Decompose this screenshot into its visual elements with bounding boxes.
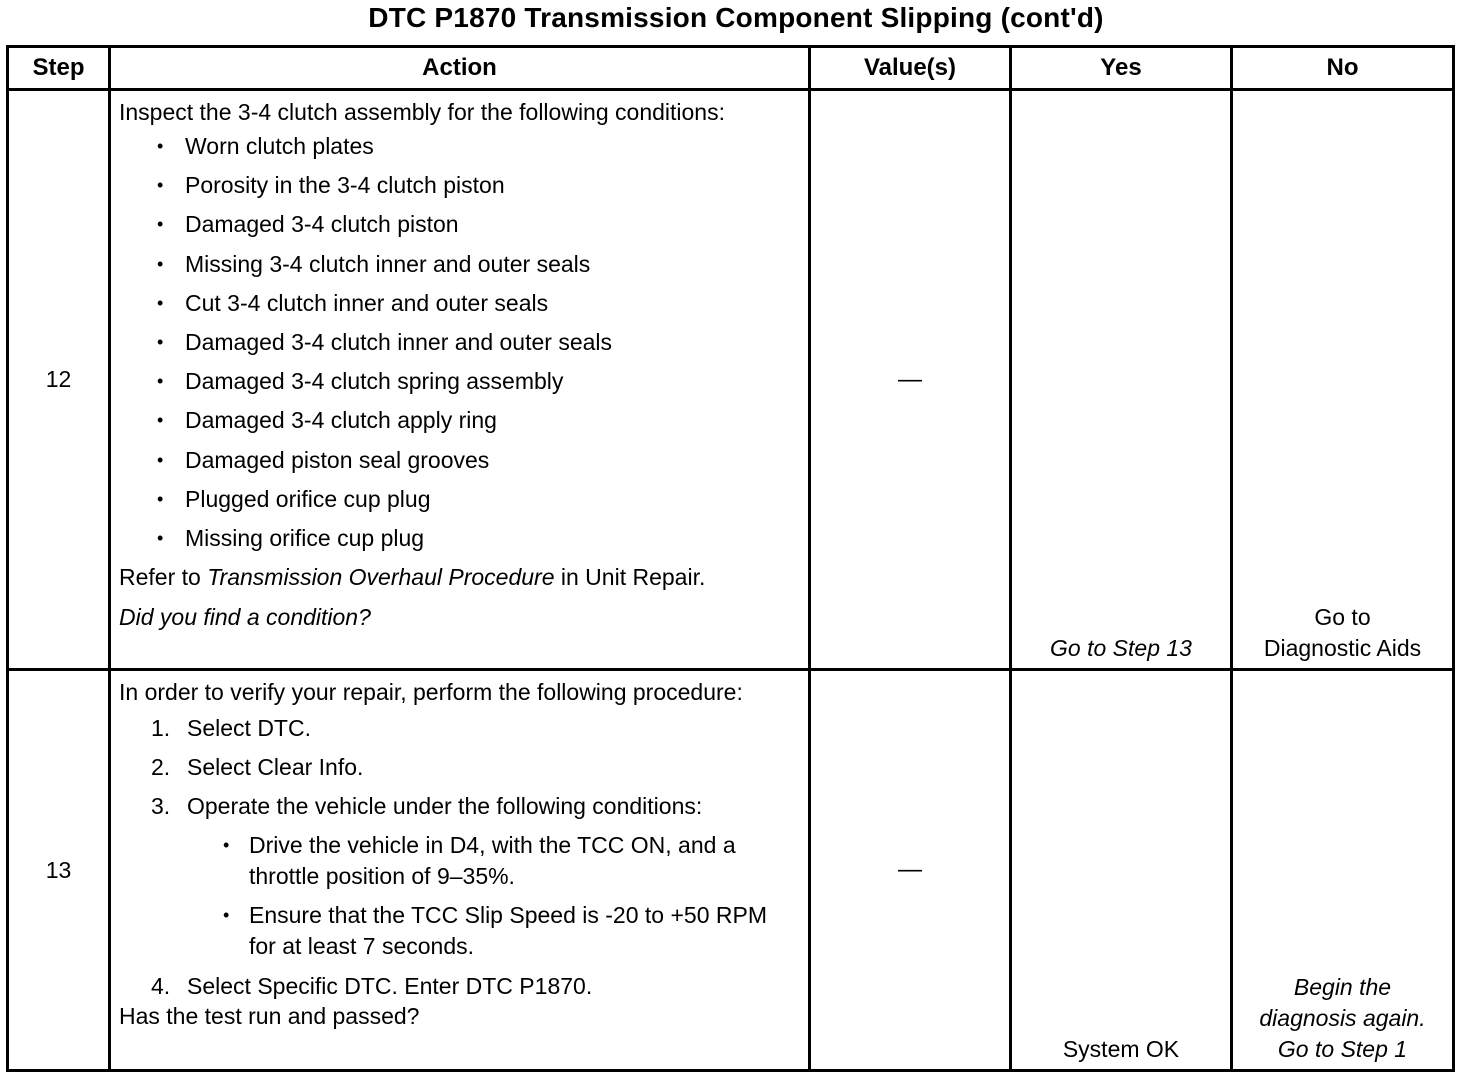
no-line: Go to bbox=[1314, 604, 1371, 630]
reference-line bbox=[119, 562, 800, 602]
question-italic: Did you find a condition? bbox=[119, 604, 371, 631]
yes-link: Go to Step 13 bbox=[1050, 635, 1192, 661]
list-item: • Damaged 3-4 clutch inner and outer seals bbox=[157, 327, 800, 366]
table-row bbox=[8, 670, 1454, 1071]
list-item bbox=[151, 713, 800, 743]
header-yes: Yes bbox=[1011, 47, 1232, 90]
header-row bbox=[8, 47, 1454, 90]
header-step: Step bbox=[8, 47, 110, 90]
procedure-list bbox=[119, 713, 800, 1001]
yes-cell bbox=[1011, 90, 1232, 670]
list-item: • Porosity in the 3-4 clutch piston bbox=[157, 170, 800, 209]
list-item: • Missing 3-4 clutch inner and outer seals bbox=[157, 249, 800, 288]
step-number: 13 bbox=[8, 670, 110, 1071]
list-item: • Worn clutch plates bbox=[157, 131, 800, 170]
list-item: • Missing orifice cup plug bbox=[157, 523, 800, 562]
list-item: • Damaged 3-4 clutch spring assembly bbox=[157, 366, 800, 405]
header-no: No bbox=[1232, 47, 1454, 90]
list-item: • Damaged 3-4 clutch apply ring bbox=[157, 405, 800, 444]
no-line-text: Begin the bbox=[1293, 974, 1392, 1000]
list-item: • Drive the vehicle in D4, with the TCC ON, and a throttle position of 9–35%. bbox=[223, 830, 800, 892]
value-cell: — bbox=[810, 90, 1011, 670]
action-cell bbox=[110, 670, 810, 1071]
no-line-text: diagnosis again. bbox=[1259, 1005, 1426, 1031]
no-line bbox=[1233, 1034, 1452, 1065]
value-cell: — bbox=[810, 670, 1011, 1071]
table-row bbox=[8, 90, 1454, 670]
sub-condition-list bbox=[187, 830, 800, 962]
question-text: Has the test run and passed? bbox=[119, 1003, 420, 1029]
no-line bbox=[1233, 972, 1452, 1003]
list-item: • Ensure that the TCC Slip Speed is -20 to +50 RPM for at least 7 seconds. bbox=[223, 900, 800, 962]
list-item: • Plugged orifice cup plug bbox=[157, 484, 800, 523]
step-text: Select DTC. bbox=[187, 715, 311, 741]
header-values: Value(s) bbox=[810, 47, 1011, 90]
reference-prefix: Refer to bbox=[119, 564, 208, 591]
list-item: • Damaged 3-4 clutch piston bbox=[157, 209, 800, 248]
action-intro: Inspect the 3-4 clutch assembly for the following conditions: bbox=[119, 99, 725, 125]
list-item: • Cut 3-4 clutch inner and outer seals bbox=[157, 288, 800, 327]
yes-result: System OK bbox=[1062, 1036, 1180, 1062]
yes-cell bbox=[1011, 670, 1232, 1071]
step-index: 1. bbox=[151, 715, 171, 741]
action-intro: In order to verify your repair, perform the following procedure: bbox=[119, 679, 743, 705]
step-index: 4. bbox=[151, 973, 171, 999]
step-text: Select Specific DTC. Enter DTC P1870. bbox=[187, 973, 593, 999]
page-title: DTC P1870 Transmission Component Slipping (cont'd) bbox=[368, 2, 1104, 33]
no-cell bbox=[1232, 90, 1454, 670]
header-action: Action bbox=[110, 47, 810, 90]
step-text: Select Clear Info. bbox=[187, 754, 364, 780]
question-text bbox=[119, 602, 800, 632]
reference-procedure: Transmission Overhaul Procedure bbox=[207, 564, 555, 591]
no-line: Diagnostic Aids bbox=[1263, 635, 1422, 661]
step-text: Operate the vehicle under the following conditions: bbox=[187, 793, 703, 819]
step-number: 12 bbox=[8, 90, 110, 670]
no-line-text: Go to Step 1 bbox=[1277, 1036, 1408, 1062]
no-cell bbox=[1232, 670, 1454, 1071]
condition-list bbox=[119, 131, 800, 562]
step-index: 2. bbox=[151, 754, 171, 780]
no-line bbox=[1233, 1003, 1452, 1034]
list-item: • Damaged piston seal grooves bbox=[157, 445, 800, 484]
diagnostic-table bbox=[6, 45, 1455, 1072]
list-item bbox=[151, 971, 800, 1001]
list-item bbox=[151, 752, 800, 782]
reference-suffix: in Unit Repair. bbox=[554, 564, 706, 591]
list-item bbox=[151, 791, 800, 962]
action-cell bbox=[110, 90, 810, 670]
step-index: 3. bbox=[151, 793, 171, 819]
